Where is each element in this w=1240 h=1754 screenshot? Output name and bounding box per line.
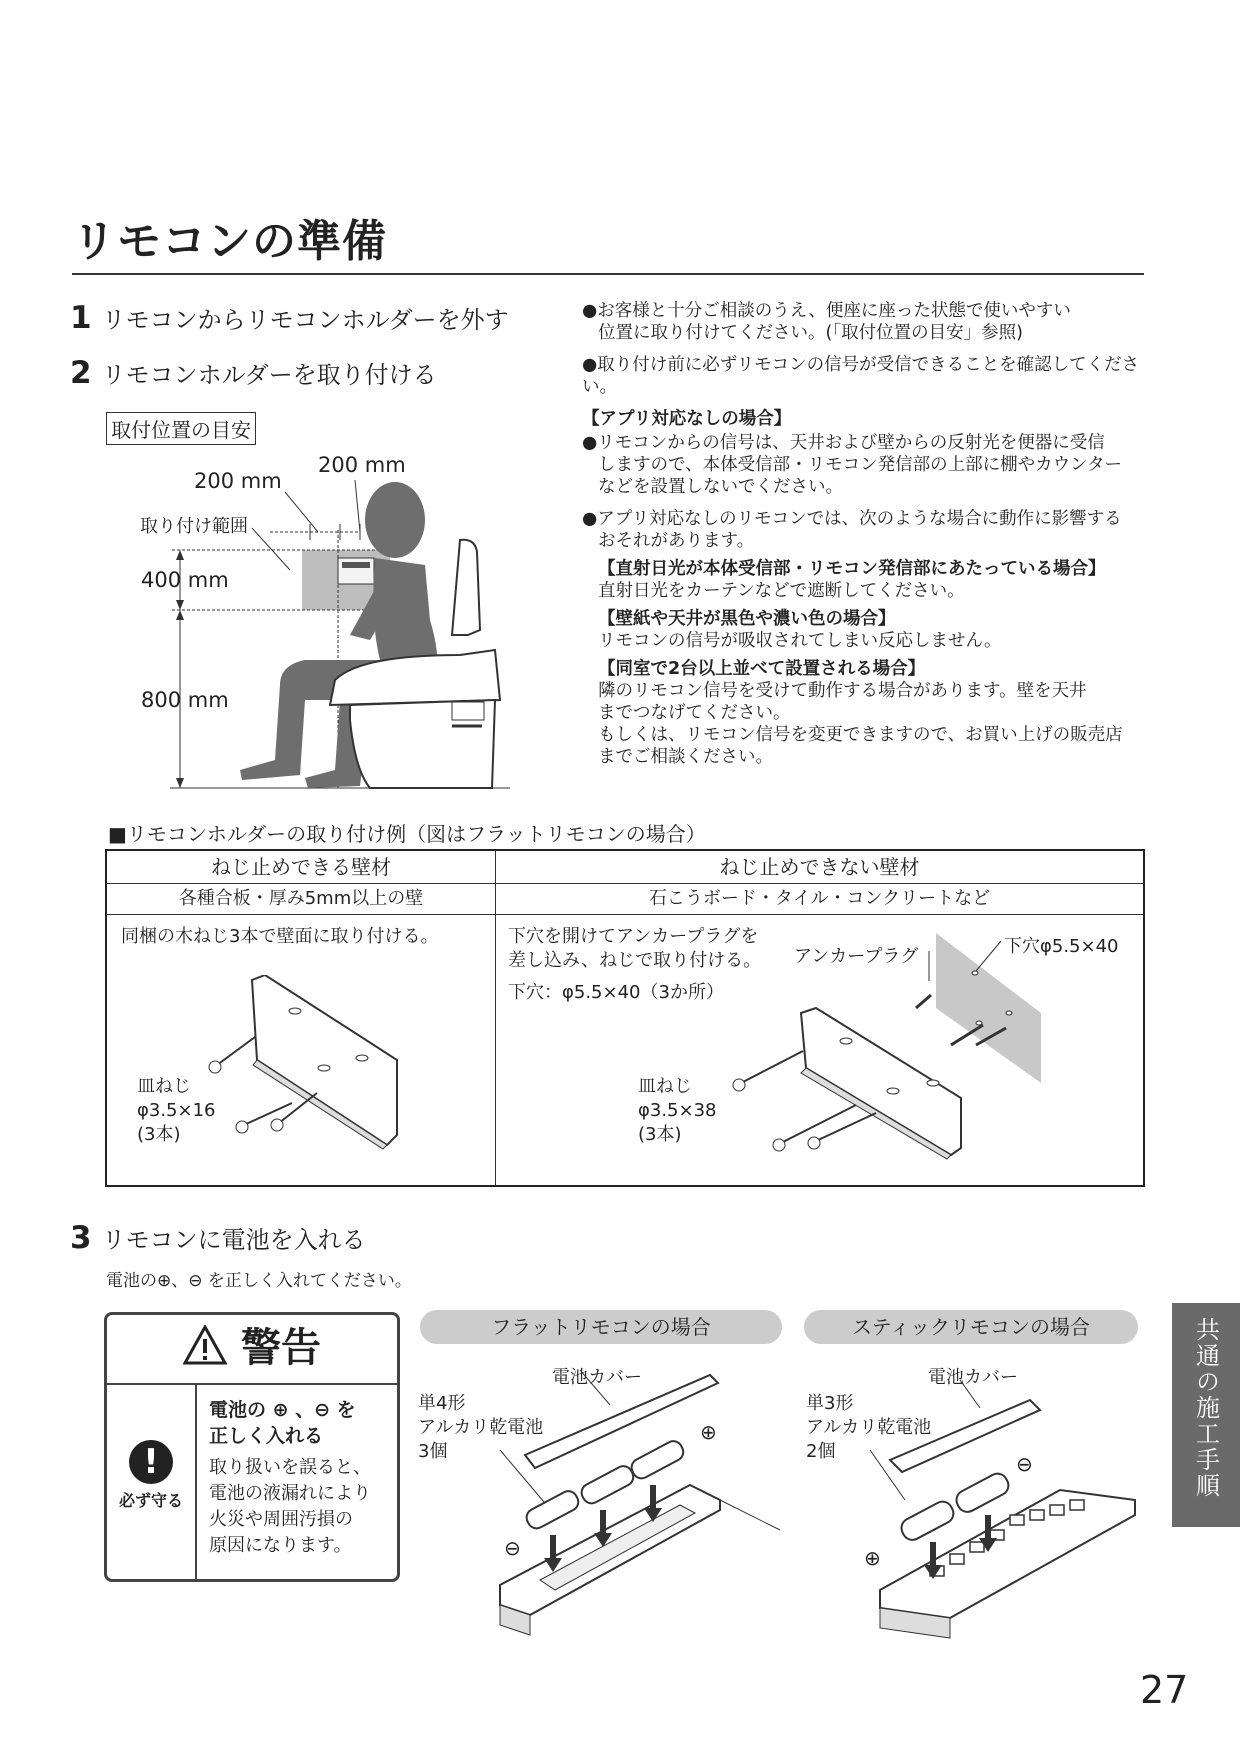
warning-triangle-icon: [183, 1325, 227, 1365]
anchor-plug-label: アンカープラグ: [794, 946, 919, 967]
warning-box: [104, 1312, 400, 1582]
flat-remote-pill: フラットリモコンの場合: [420, 1310, 782, 1344]
flat-battery-type-2: アルカリ乾電池: [418, 1417, 544, 1438]
holder-anchor-diagram: [721, 933, 1091, 1163]
mount-table-caption: ■リモコンホルダーの取り付け例（図はフラットリモコンの場合）: [108, 822, 706, 846]
stick-remote-pill: スティックリモコンの場合: [804, 1310, 1138, 1344]
warning-body-3: 火災や周囲汚損の: [209, 1509, 353, 1530]
flat-plus-symbol: ⊕: [700, 1420, 717, 1444]
step-number: 1: [70, 300, 92, 336]
flat-minus-symbol: ⊖: [504, 1536, 521, 1560]
table-head-non-screwable: ねじ止めできない壁材: [496, 850, 1145, 884]
screwable-instruction: 同梱の木ねじ3本で壁面に取り付ける。: [121, 926, 439, 947]
title-divider: [72, 273, 1144, 275]
side-tab-label: 共通の施工手順: [1191, 1317, 1220, 1499]
page-number: 27: [1140, 1668, 1189, 1712]
note-3-cont2: などを設置しないでください。: [598, 477, 843, 497]
warning-left-col: [107, 1385, 197, 1579]
warning-head-2: 正しく入れる: [209, 1425, 324, 1447]
case-3-text-2: までつなげてください。: [598, 703, 791, 723]
screw-spec-2: φ3.5×16: [137, 1100, 216, 1121]
dim-800-label: 800 mm: [141, 688, 229, 712]
flat-battery-type-1: 単4形: [418, 1393, 466, 1414]
case-3-text-4: までご相談ください。: [598, 747, 773, 767]
case-1-heading: 【直射日光が本体受信部・リモコン発信部にあたっている場合】: [598, 559, 1106, 579]
screw-spec-3: (3本): [137, 1124, 181, 1145]
case-3-text-3: もしくは、リモコン信号を変更できますので、お買い上げの販売店: [598, 725, 1123, 745]
stick-battery-type-2: アルカリ乾電池: [806, 1417, 932, 1438]
screw-spec-1: 皿ねじ: [638, 1076, 692, 1097]
battery-polarity-note: 電池の⊕、⊖ を正しく入れてください。: [106, 1271, 412, 1291]
no-app-heading: 【アプリ対応なしの場合】: [582, 409, 792, 429]
dim-left-label: 200 mm: [194, 469, 282, 493]
mandatory-label: 必ず守る: [118, 1491, 183, 1510]
warning-content: [209, 1397, 389, 1559]
holder-wood-screw-diagram: [197, 975, 457, 1155]
non-screwable-instruction-1: 下穴を開けてアンカープラグを: [508, 926, 759, 947]
stick-battery-type-3: 2個: [806, 1441, 836, 1462]
warning-body-4: 原因になります。: [209, 1535, 352, 1556]
step-1: [70, 300, 509, 336]
case-3-text-1: 隣のリモコン信号を受けて動作する場合があります。壁を天井: [598, 681, 1087, 701]
table-cell-screwable: [106, 915, 496, 1187]
pilot-hole-label: 下穴φ5.5×40: [1004, 936, 1119, 957]
flat-battery-cover-label: 電池カバー: [552, 1367, 642, 1388]
case-2-text: リモコンの信号が吸収されてしまい反応しません。: [598, 631, 1002, 651]
stick-battery-type-1: 単3形: [806, 1393, 854, 1414]
section-side-tab: [1172, 1303, 1240, 1527]
step-number: 3: [70, 1220, 92, 1256]
dim-right-label: 200 mm: [318, 453, 406, 477]
installation-notes: [582, 300, 1142, 768]
warning-body-2: 電池の液漏れにより: [209, 1483, 371, 1504]
dim-400-label: 400 mm: [141, 568, 229, 592]
step-text: リモコンに電池を入れる: [101, 1226, 366, 1254]
page-title: リモコンの準備: [72, 216, 387, 267]
warning-head-1: 電池の ⊕ 、⊖ を: [209, 1399, 356, 1421]
note-4-cont: おそれがあります。: [598, 531, 755, 551]
note-2: ●取り付け前に必ずリモコンの信号が受信できることを確認してください。: [582, 355, 1140, 397]
note-1: ●お客様と十分ご相談のうえ、便座に座った状態で使いやすい: [582, 301, 1071, 321]
table-cell-non-screwable: [496, 915, 1145, 1187]
table-head-screwable: ねじ止めできる壁材: [106, 850, 496, 884]
stick-minus-symbol: ⊖: [1016, 1452, 1033, 1476]
note-4: ●アプリ対応なしのリモコンでは、次のような場合に動作に影響する: [582, 509, 1122, 529]
case-3-heading: 【同室で2台以上並べて設置される場合】: [598, 659, 926, 679]
step-number: 2: [70, 355, 92, 391]
note-3: ●リモコンからの信号は、天井および壁からの反射光を便器に受信: [582, 433, 1105, 453]
screw-spec-2: φ3.5×38: [638, 1100, 717, 1121]
non-screwable-instruction-2: 差し込み、ねじで取り付ける。: [508, 950, 762, 971]
stick-plus-symbol: ⊕: [864, 1546, 881, 1570]
step-text: リモコンホルダーを取り付ける: [101, 361, 437, 389]
table-sub-screwable: 各種合板・厚み5mm以上の壁: [106, 884, 496, 915]
step-3: [70, 1220, 366, 1256]
warning-body-1: 取り扱いを誤ると、: [209, 1457, 371, 1478]
step-2: [70, 355, 437, 391]
mount-range-label: 取り付け範囲: [140, 516, 248, 537]
mount-position-diagram: [130, 470, 530, 800]
mandatory-icon: !: [129, 1440, 173, 1484]
pilot-hole-spec: 下穴：φ5.5×40（3か所）: [508, 982, 724, 1003]
step-text: リモコンからリモコンホルダーを外す: [101, 306, 509, 334]
note-1-cont: 位置に取り付けてください。(「取付位置の目安」参照): [598, 323, 1023, 343]
case-1-text: 直射日光をカーテンなどで遮断してください。: [598, 581, 965, 601]
flat-battery-type-3: 3個: [418, 1441, 448, 1462]
stick-remote-battery-diagram: [860, 1350, 1140, 1650]
position-guide-label: 取付位置の目安: [106, 412, 256, 445]
table-sub-non-screwable: 石こうボード・タイル・コンクリートなど: [496, 884, 1145, 915]
flat-remote-battery-diagram: [480, 1350, 800, 1650]
note-3-cont: しますので、本体受信部・リモコン発信部の上部に棚やカウンター: [598, 455, 1122, 475]
screw-spec-3: (3本): [638, 1124, 682, 1145]
warning-title: 警告: [240, 1325, 321, 1371]
mount-example-table: [105, 849, 1145, 1187]
screw-spec-1: 皿ねじ: [137, 1076, 191, 1097]
warning-header: [107, 1315, 397, 1385]
stick-battery-cover-label: 電池カバー: [928, 1367, 1018, 1388]
case-2-heading: 【壁紙や天井が黒色や濃い色の場合】: [598, 609, 896, 629]
